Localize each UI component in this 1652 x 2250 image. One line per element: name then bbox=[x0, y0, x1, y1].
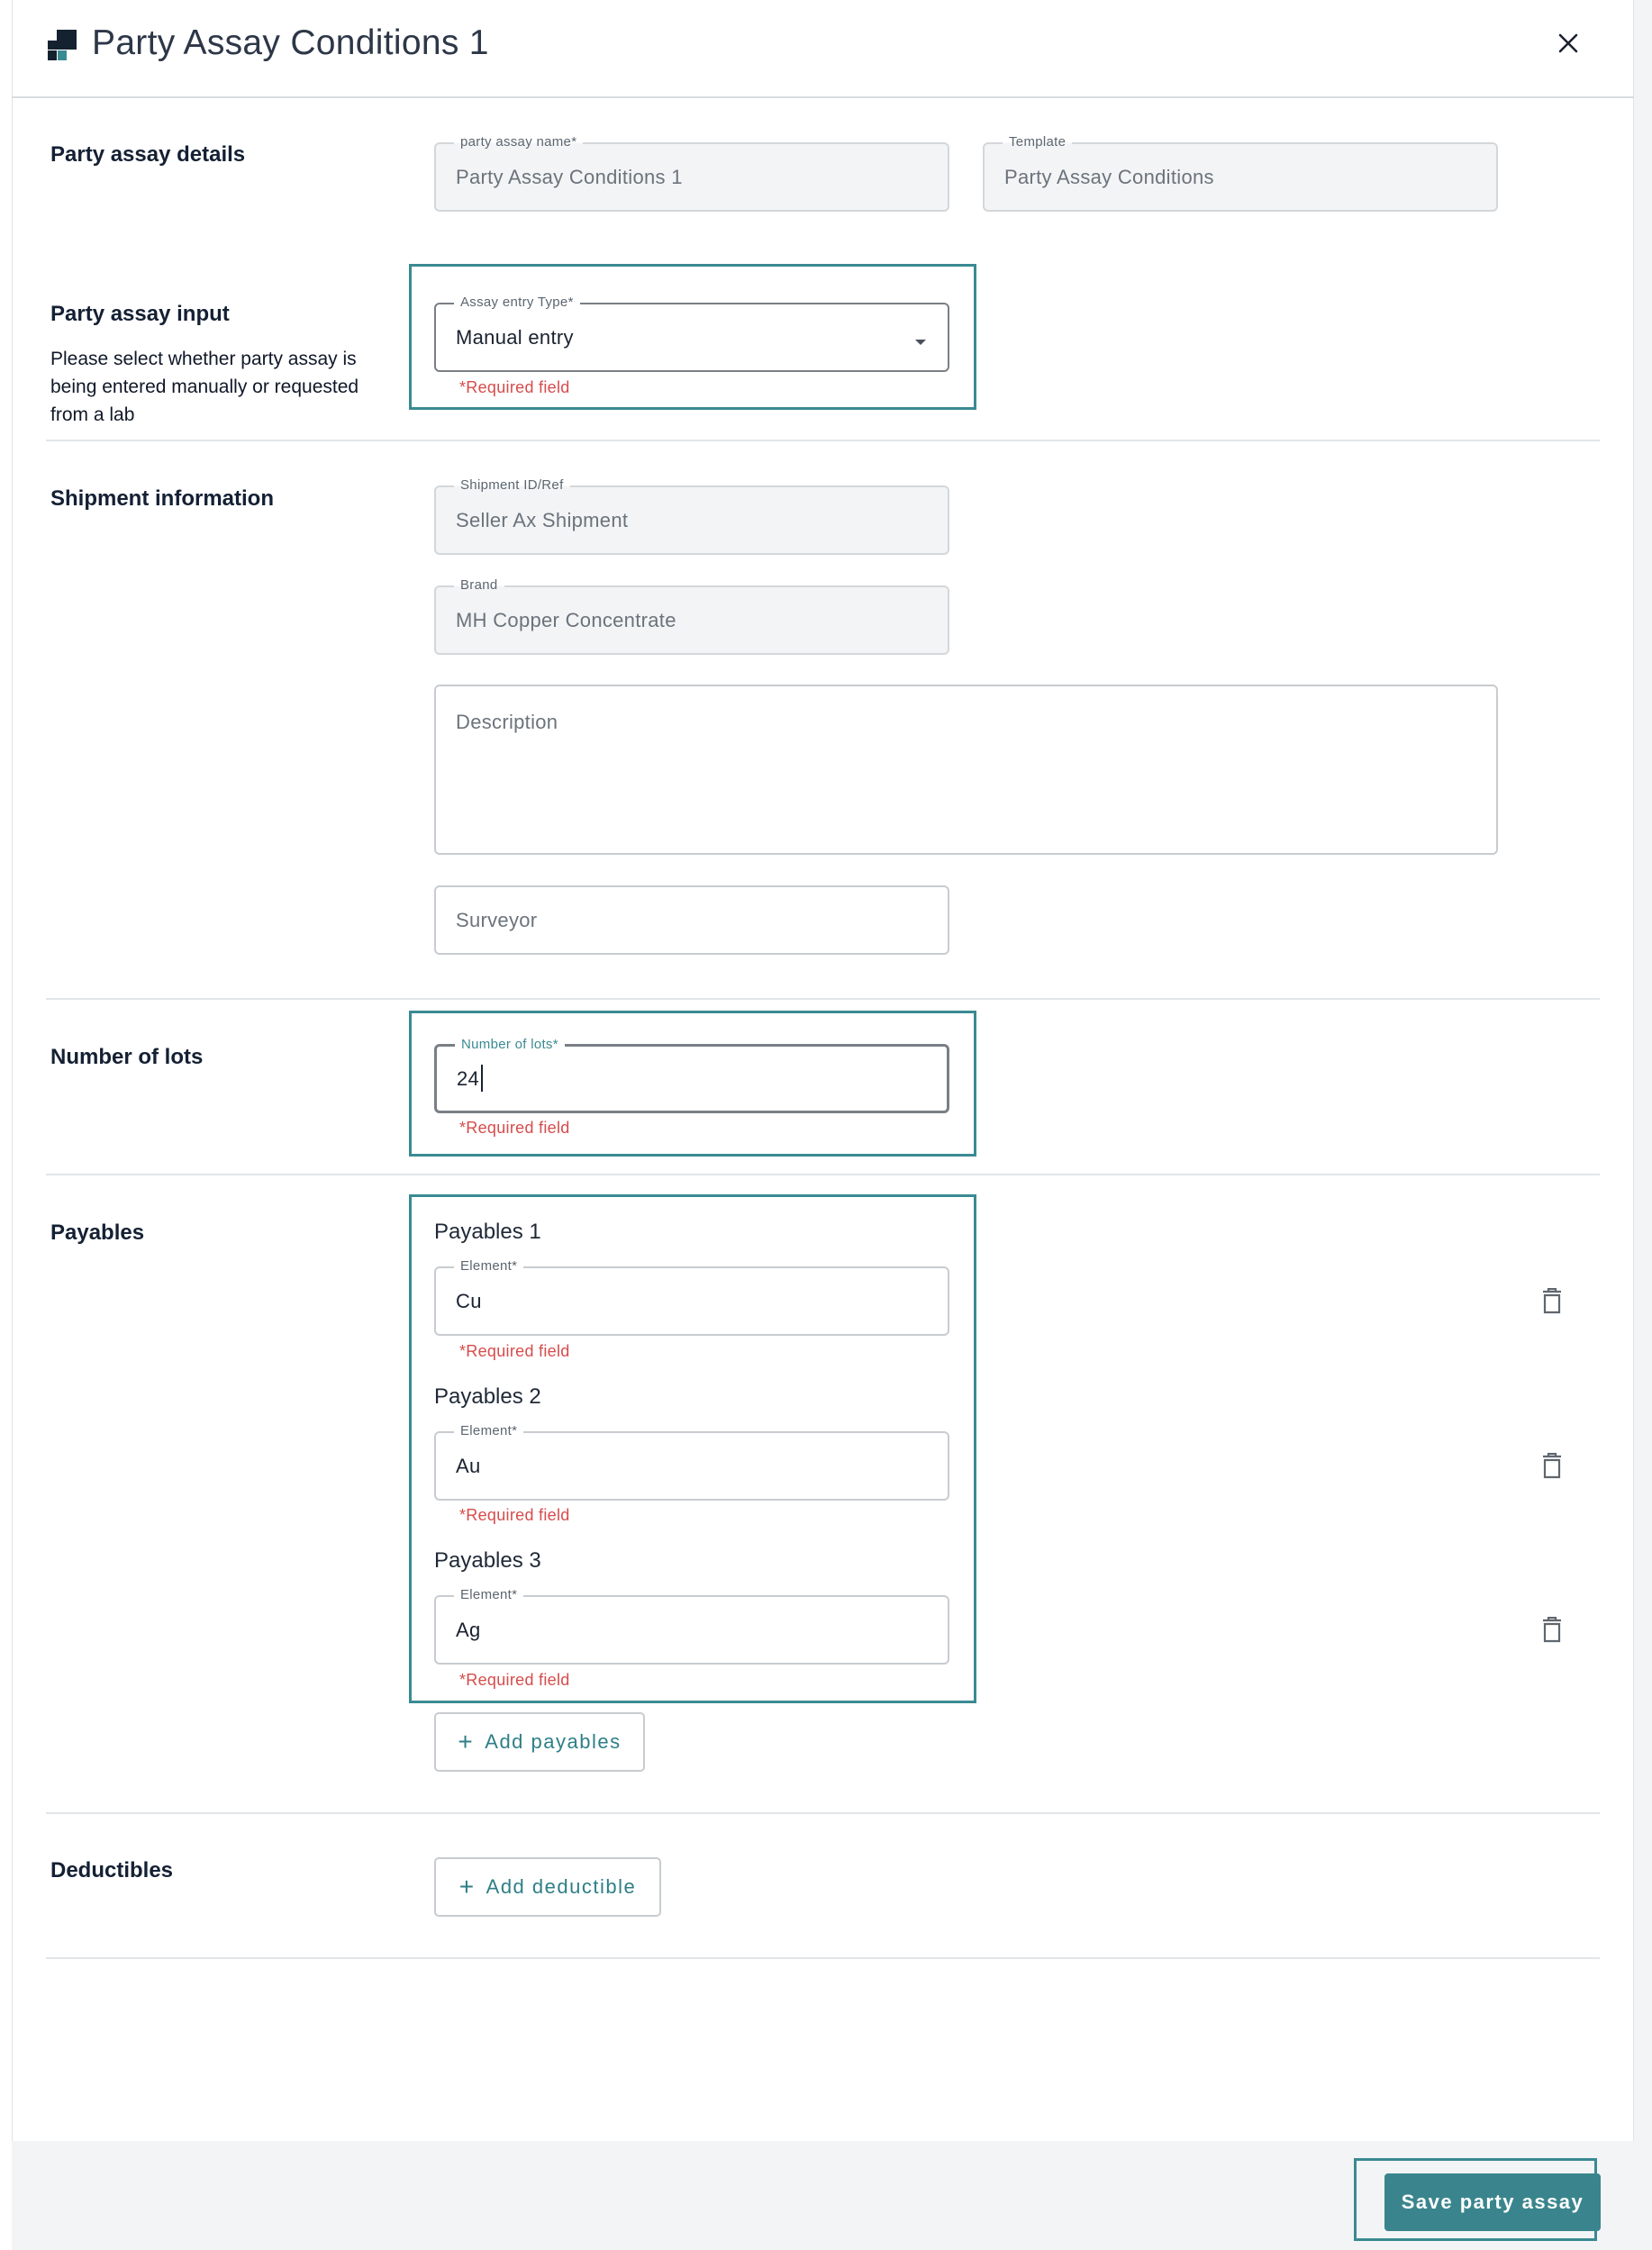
header-divider bbox=[12, 96, 1634, 98]
payable-1-title: Payables 1 bbox=[434, 1220, 541, 1244]
shipment-id-field: Shipment ID/Ref Seller Ax Shipment bbox=[434, 485, 949, 555]
delete-payable-2-icon[interactable] bbox=[1541, 1453, 1563, 1480]
template-field: Template Party Assay Conditions bbox=[983, 142, 1498, 212]
section-label-shipment: Shipment information bbox=[50, 486, 274, 511]
chevron-down-icon bbox=[914, 334, 927, 350]
save-party-assay-button[interactable]: Save party assay bbox=[1384, 2173, 1601, 2231]
backdrop-edge bbox=[1634, 0, 1652, 2250]
plus-icon: + bbox=[458, 1728, 475, 1756]
section-label-lots: Number of lots bbox=[50, 1045, 204, 1069]
section-label-payables: Payables bbox=[50, 1220, 145, 1245]
payable-2-error: *Required field bbox=[459, 1506, 570, 1524]
payable-2-title: Payables 2 bbox=[434, 1384, 541, 1409]
section-label-input: Party assay input bbox=[50, 302, 230, 326]
payable-1-element-input[interactable]: Element* Cu bbox=[434, 1266, 949, 1336]
divider-1 bbox=[46, 440, 1600, 441]
add-payables-button[interactable]: + Add payables bbox=[434, 1712, 645, 1772]
payable-3-element-input[interactable]: Element* Ag bbox=[434, 1595, 949, 1665]
section-label-details: Party assay details bbox=[50, 142, 246, 167]
assay-entry-type-select[interactable]: Assay entry Type* Manual entry bbox=[434, 303, 949, 372]
add-deductible-button[interactable]: + Add deductible bbox=[434, 1857, 661, 1917]
page-title: Party Assay Conditions 1 bbox=[92, 23, 489, 62]
delete-payable-1-icon[interactable] bbox=[1541, 1288, 1563, 1315]
description-textarea[interactable]: Description bbox=[434, 685, 1498, 855]
party-assay-name-field: party assay name* Party Assay Conditions 1 bbox=[434, 142, 949, 212]
lots-error: *Required field bbox=[459, 1119, 570, 1137]
assay-entry-error: *Required field bbox=[459, 378, 570, 396]
payable-1-error: *Required field bbox=[459, 1342, 570, 1360]
divider-5 bbox=[46, 1957, 1600, 1959]
divider-2 bbox=[46, 998, 1600, 1000]
divider-3 bbox=[46, 1174, 1600, 1175]
payable-3-title: Payables 3 bbox=[434, 1548, 541, 1573]
number-of-lots-input[interactable]: Number of lots* 24 bbox=[434, 1044, 949, 1113]
payable-3-error: *Required field bbox=[459, 1671, 570, 1689]
plus-icon: + bbox=[458, 1873, 476, 1901]
payable-2-element-input[interactable]: Element* Au bbox=[434, 1431, 949, 1501]
close-icon[interactable] bbox=[1556, 31, 1581, 56]
section-label-deductibles: Deductibles bbox=[50, 1858, 174, 1883]
assay-input-helper: Please select whether party assay is being entered manually or requested from a lab bbox=[50, 349, 359, 425]
brand-field: Brand MH Copper Concentrate bbox=[434, 585, 949, 655]
surveyor-input[interactable]: Surveyor bbox=[434, 885, 949, 955]
delete-payable-3-icon[interactable] bbox=[1541, 1617, 1563, 1644]
app-logo-icon bbox=[44, 30, 78, 61]
text-cursor bbox=[481, 1065, 483, 1092]
divider-4 bbox=[46, 1812, 1600, 1814]
